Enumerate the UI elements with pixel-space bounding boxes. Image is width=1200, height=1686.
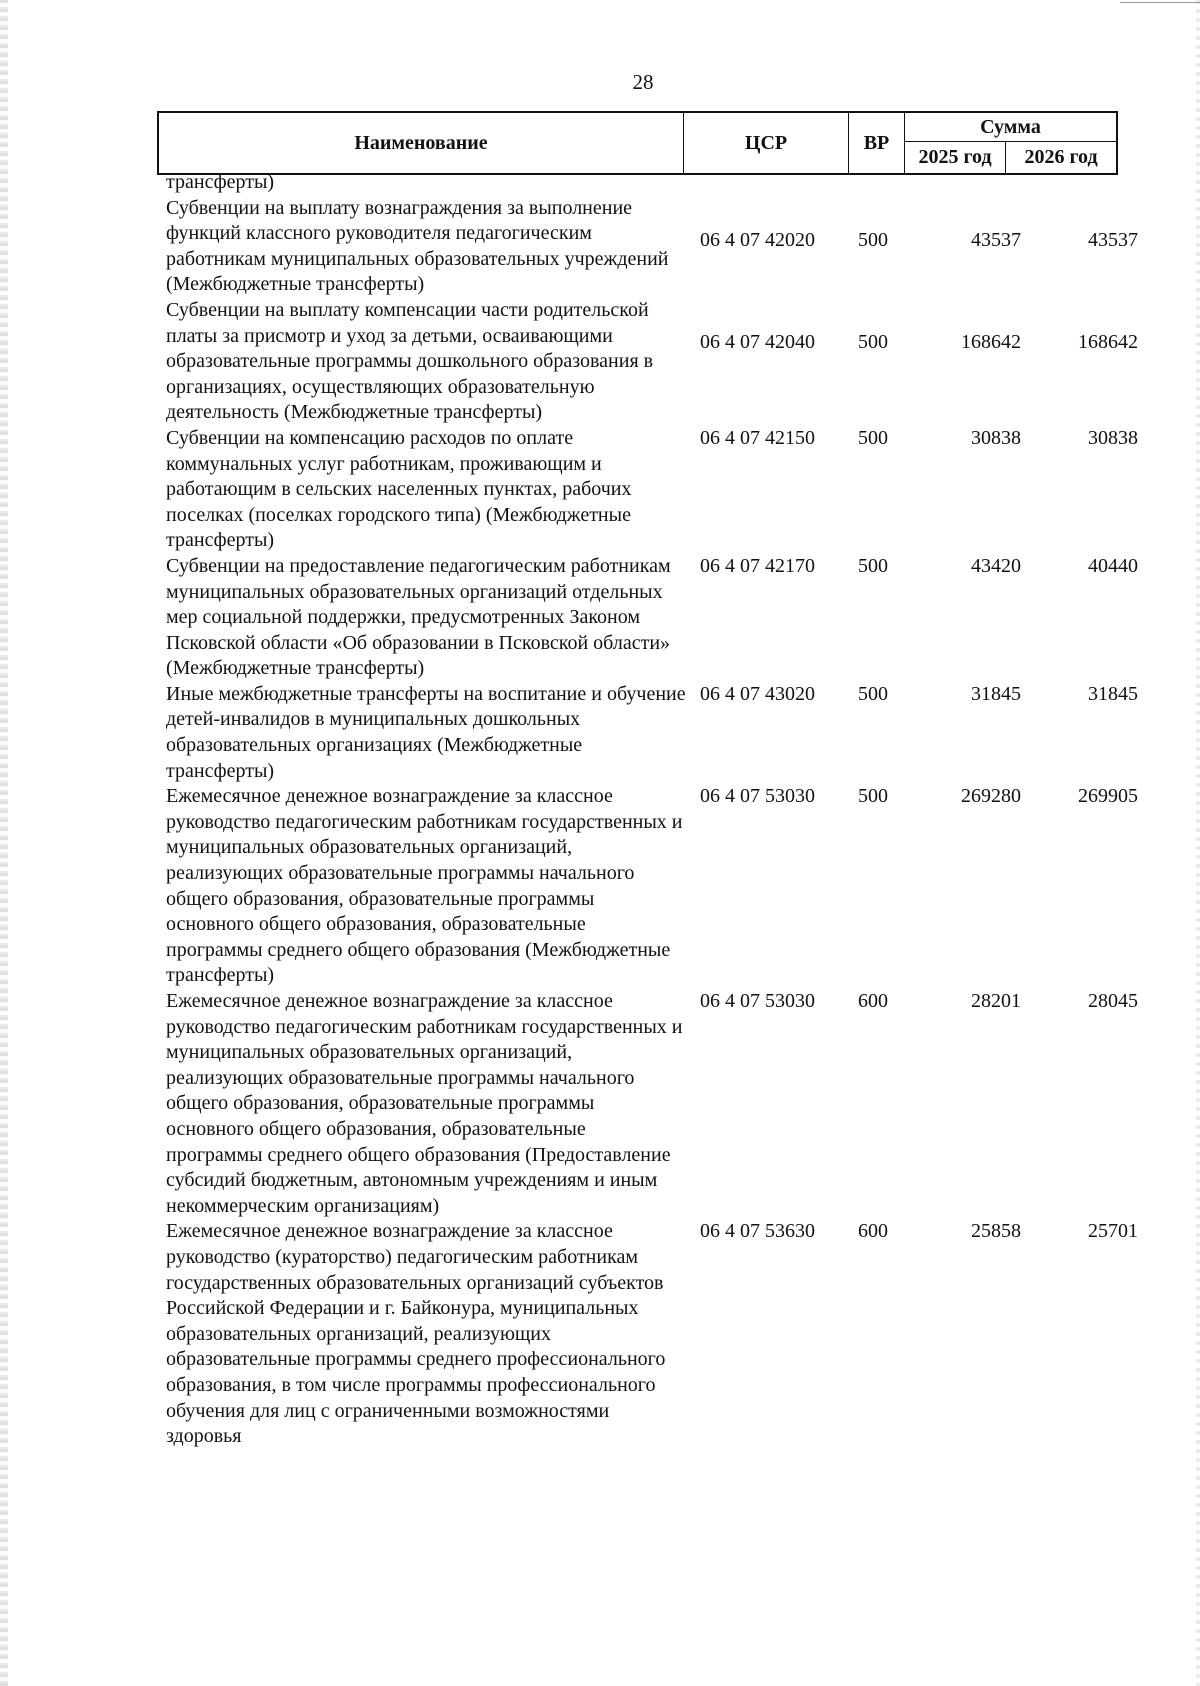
table-row bbox=[166, 196, 1138, 298]
scan-edge-left bbox=[0, 0, 8, 1686]
row-name: Субвенции на предоставление педагогическим работникам муниципальных образовательных организаций отдельных мер социальной поддержки, предусмотренных Законом Псковской области «Об образовании в Псковской области» (Межбюджетные трансферты) bbox=[166, 554, 671, 680]
row-csr: 06 4 07 43020 bbox=[700, 682, 815, 705]
row-csr: 06 4 07 53630 bbox=[700, 1220, 815, 1243]
row-vr: 500 bbox=[858, 426, 888, 449]
row-name: Ежемесячное денежное вознаграждение за классное руководство (кураторство) педагогическим работникам государственных образовательных организаций субъектов Российской Федерации и г. Байконура, муниципальных образовательных организаций, реализующих образовательные программы среднего профессионального образования, в том числе программы профессионального обучения для лиц с ограниченными возможностями здоровья bbox=[166, 1220, 666, 1448]
header-name: Наименование bbox=[158, 112, 684, 174]
row-name: Субвенции на компенсацию расходов по оплате коммунальных услуг работникам, проживающим и работающим в сельских населенных пунктах, рабочих поселках (поселках городского типа) (Межбюджетные трансферты) bbox=[166, 426, 632, 552]
row-vr: 500 bbox=[858, 785, 888, 808]
row-vr: 500 bbox=[858, 554, 888, 577]
row-2025: 30838 bbox=[971, 426, 1021, 449]
row-2025: 28201 bbox=[971, 990, 1021, 1012]
continuation-row bbox=[166, 170, 1126, 196]
header-vr: ВР bbox=[849, 112, 905, 174]
scan-edge-right bbox=[1196, 0, 1200, 1686]
row-2026: 31845 bbox=[1088, 682, 1138, 705]
row-csr: 06 4 07 42170 bbox=[700, 554, 815, 577]
row-csr: 06 4 07 53030 bbox=[700, 990, 815, 1012]
row-2026: 40440 bbox=[1088, 554, 1138, 577]
row-vr: 500 bbox=[858, 228, 888, 251]
row-vr: 600 bbox=[858, 1220, 888, 1243]
table-row bbox=[166, 989, 1138, 1219]
row-2026: 28045 bbox=[1088, 990, 1138, 1012]
row-vr: 500 bbox=[858, 682, 888, 705]
row-2026: 25701 bbox=[1088, 1220, 1138, 1243]
row-2025: 31845 bbox=[971, 682, 1021, 705]
row-2026: 269905 bbox=[1078, 785, 1138, 808]
row-2025: 43420 bbox=[971, 554, 1021, 577]
row-csr: 06 4 07 42020 bbox=[700, 228, 815, 251]
row-2025: 25858 bbox=[971, 1220, 1021, 1243]
row-2026: 168642 bbox=[1078, 330, 1138, 353]
table-row bbox=[166, 298, 1138, 426]
page-number: 28 bbox=[632, 70, 654, 94]
header-sum: Сумма bbox=[905, 112, 1118, 142]
table-row bbox=[166, 554, 1138, 682]
row-2026: 43537 bbox=[1088, 228, 1138, 251]
table-row bbox=[166, 1219, 1138, 1449]
row-name: Ежемесячное денежное вознаграждение за классное руководство педагогическим работникам государственных и муниципальных образовательных организаций, реализующих образовательные программы начального общего образования, образовательные программы основного общего образования, образовательные программы среднего общего образования (Межбюджетные трансферты) bbox=[166, 785, 683, 987]
table-row bbox=[166, 784, 1138, 989]
row-2025: 43537 bbox=[971, 228, 1021, 251]
row-name: Субвенции на выплату вознаграждения за выполнение функций классного руководителя педагогическим работникам муниципальных образовательных учреждений (Межбюджетные трансферты) bbox=[166, 196, 669, 296]
row-2025: 168642 bbox=[961, 330, 1021, 353]
table-body bbox=[166, 170, 1138, 1450]
row-name: Субвенции на выплату компенсации части родительской платы за присмотр и уход за детьми, осваивающими образовательные программы дошкольного образования в организациях, осуществляющих образовательную деятельность (Межбюджетные трансферты) bbox=[166, 298, 654, 424]
table-row bbox=[166, 426, 1138, 554]
row-csr: 06 4 07 42040 bbox=[700, 330, 815, 353]
row-name: Иные межбюджетные трансферты на воспитание и обучение детей-инвалидов в муниципальных дошкольных образовательных организациях (Межбюджетные трансферты) bbox=[166, 682, 686, 782]
corner-line bbox=[1120, 2, 1200, 3]
row-csr: 06 4 07 42150 bbox=[700, 426, 815, 449]
row-vr: 500 bbox=[858, 330, 888, 353]
row-2026: 30838 bbox=[1088, 426, 1138, 449]
header-csr: ЦСР bbox=[684, 112, 849, 174]
row-2025: 269280 bbox=[961, 785, 1021, 808]
header-year-2025: 2025 год bbox=[905, 142, 1006, 174]
row-csr: 06 4 07 53030 bbox=[700, 785, 815, 808]
header-year-2026: 2026 год bbox=[1006, 142, 1118, 174]
table-header bbox=[157, 111, 1118, 175]
table-row bbox=[166, 682, 1138, 784]
row-name: Ежемесячное денежное вознаграждение за классное руководство педагогическим работникам государственных и муниципальных образовательных организаций, реализующих образовательные программы начального общего образования, образовательные программы основного общего образования, образовательные программы среднего общего образования (Предоставление субсидий бюджетным, автономным учреждениям и иным некоммерческим организациям) bbox=[166, 990, 683, 1217]
row-vr: 600 bbox=[858, 990, 888, 1012]
continuation-text: трансферты) bbox=[166, 171, 275, 193]
